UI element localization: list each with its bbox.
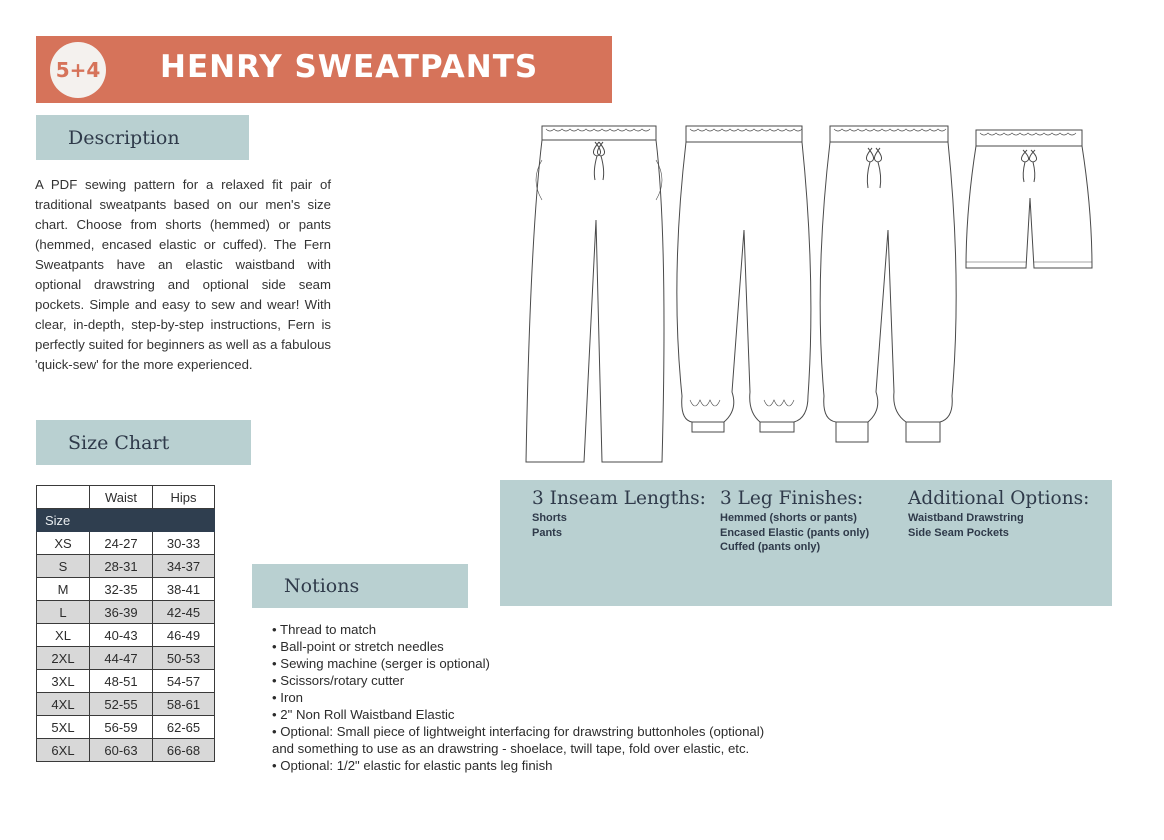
- table-row: [37, 693, 215, 716]
- hips-cell: 62-65: [153, 716, 215, 739]
- notion-item: • Iron: [272, 689, 772, 706]
- options-panel: [500, 480, 1112, 606]
- option-item: Pants: [532, 526, 562, 539]
- table-cell-empty: [90, 509, 153, 532]
- title-banner: [36, 36, 612, 103]
- page-title: HENRY SWEATPANTS: [160, 49, 539, 85]
- size-chart-heading: Size Chart: [36, 420, 251, 465]
- leg-finishes-title: 3 Leg Finishes:: [720, 488, 864, 509]
- notions-list: [272, 621, 772, 774]
- size-label: Size: [37, 509, 90, 532]
- notion-item: • 2" Non Roll Waistband Elastic: [272, 706, 772, 723]
- table-row: [37, 624, 215, 647]
- option-item: Cuffed (pants only): [720, 541, 821, 553]
- notion-item: • Scissors/rotary cutter: [272, 672, 772, 689]
- notion-item: • Optional: 1/2" elastic for elastic pants leg finish: [272, 757, 772, 774]
- table-row: [37, 532, 215, 555]
- table-size-label-row: [37, 509, 215, 532]
- table-row: [37, 647, 215, 670]
- table-row: [37, 578, 215, 601]
- size-cell: XS: [37, 532, 90, 555]
- size-cell: S: [37, 555, 90, 578]
- waist-cell: 52-55: [90, 693, 153, 716]
- table-cell-empty: [153, 509, 215, 532]
- hips-cell: 38-41: [153, 578, 215, 601]
- size-cell: M: [37, 578, 90, 601]
- leg-finishes-column: [720, 488, 869, 555]
- inseam-lengths-title: 3 Inseam Lengths:: [532, 488, 706, 509]
- hips-cell: 34-37: [153, 555, 215, 578]
- table-header-row: [37, 486, 215, 509]
- hemmed-pants-drawing: [526, 126, 664, 462]
- waist-cell: 48-51: [90, 670, 153, 693]
- cuffed-pants-drawing: [820, 126, 956, 442]
- hips-cell: 46-49: [153, 624, 215, 647]
- hips-cell: 54-57: [153, 670, 215, 693]
- waist-cell: 56-59: [90, 716, 153, 739]
- waist-cell: 28-31: [90, 555, 153, 578]
- notion-item: • Thread to match: [272, 621, 772, 638]
- size-cell: L: [37, 601, 90, 624]
- table-header-cell: [37, 486, 90, 509]
- option-item: Shorts: [532, 512, 567, 524]
- size-cell: 4XL: [37, 693, 90, 716]
- hips-cell: 50-53: [153, 647, 215, 670]
- table-header-cell: Waist: [90, 486, 153, 509]
- option-item: Waistband Drawstring: [908, 512, 1024, 524]
- table-row: [37, 716, 215, 739]
- hips-cell: 66-68: [153, 739, 215, 762]
- waist-cell: 24-27: [90, 532, 153, 555]
- waist-cell: 44-47: [90, 647, 153, 670]
- size-cell: 2XL: [37, 647, 90, 670]
- size-cell: 3XL: [37, 670, 90, 693]
- table-row: [37, 739, 215, 762]
- notion-item: • Sewing machine (serger is optional): [272, 655, 772, 672]
- description-heading: Description: [36, 115, 249, 160]
- shorts-drawing: [966, 130, 1092, 268]
- hips-cell: 58-61: [153, 693, 215, 716]
- garment-illustrations: [520, 120, 1100, 470]
- option-item: Encased Elastic (pants only): [720, 526, 870, 539]
- notions-heading: Notions: [252, 564, 468, 608]
- hips-cell: 42-45: [153, 601, 215, 624]
- description-text: A PDF sewing pattern for a relaxed fit pair of traditional sweatpants based on our men's size chart. Choose from shorts (hemmed) or pants (hemmed, encased elastic or cuffed). The Fern Sweatpants have an elastic waistband with optional drawstring and optional side seam pockets. Simple and easy to sew and wear! With clear, in-depth, step-by-step instructions, Fern is perfectly suited for beginners as well as a fabulous 'quick-sew' for the more experienced.: [35, 177, 331, 372]
- waist-cell: 36-39: [90, 601, 153, 624]
- notion-item: • Ball-point or stretch needles: [272, 638, 772, 655]
- additional-options-title: Additional Options:: [908, 488, 1090, 509]
- hips-cell: 30-33: [153, 532, 215, 555]
- brand-logo: 5+4: [50, 42, 106, 98]
- inseam-lengths-column: [532, 488, 706, 540]
- waist-cell: 60-63: [90, 739, 153, 762]
- elastic-pants-drawing: [677, 126, 811, 432]
- table-row: [37, 555, 215, 578]
- table-row: [37, 601, 215, 624]
- table-row: [37, 670, 215, 693]
- waist-cell: 40-43: [90, 624, 153, 647]
- size-cell: XL: [37, 624, 90, 647]
- option-item: Hemmed (shorts or pants): [720, 512, 857, 524]
- size-chart-table: [36, 485, 215, 762]
- waist-cell: 32-35: [90, 578, 153, 601]
- size-cell: 5XL: [37, 716, 90, 739]
- additional-options-column: [908, 488, 1089, 540]
- option-item: Side Seam Pockets: [908, 526, 1009, 539]
- notion-item: • Optional: Small piece of lightweight interfacing for drawstring buttonholes (optional) and something to use as an drawstring - shoelace, twill tape, fold over elastic, etc.: [272, 723, 772, 757]
- table-header-cell: Hips: [153, 486, 215, 509]
- size-cell: 6XL: [37, 739, 90, 762]
